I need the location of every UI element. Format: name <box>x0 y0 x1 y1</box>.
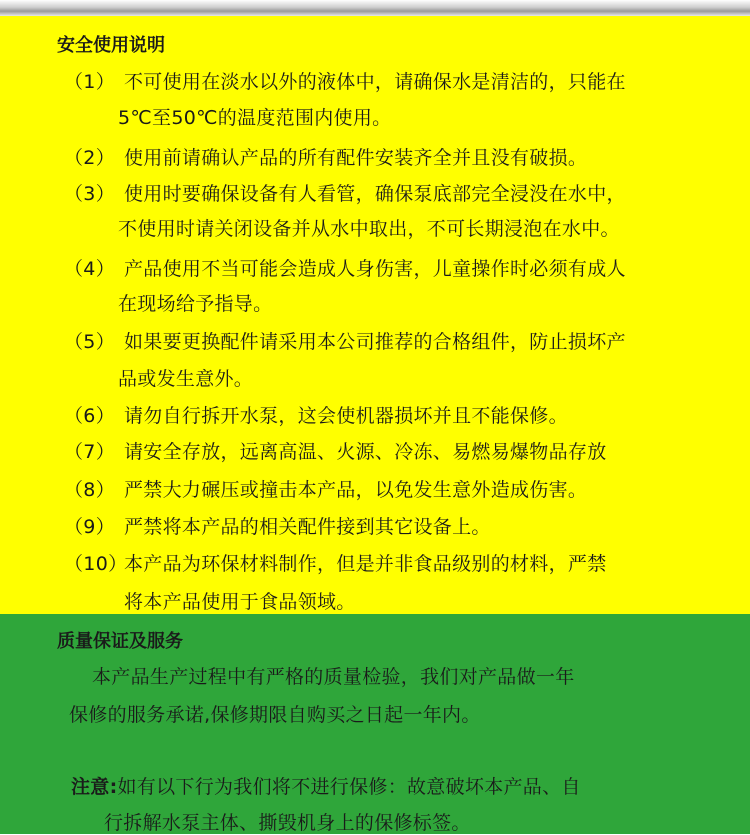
item-text: 严禁大力碾压或撞击本产品，以免发生意外造成伤害。 <box>124 479 588 501</box>
item-number: （5） <box>64 331 115 353</box>
warranty-paragraph-line-1: 本产品生产过程中有严格的质量检验，我们对产品做一年 <box>92 666 575 688</box>
safety-title: 安全使用说明 <box>57 35 165 56</box>
item-text: 请安全存放，远离高温、火源、冷冻、易燃易爆物品存放 <box>124 441 607 463</box>
safety-item-7 <box>64 437 607 464</box>
item-number: （3） <box>64 183 115 205</box>
safety-item-1 <box>64 67 626 94</box>
item-number: （8） <box>64 479 115 501</box>
safety-item-4-cont: 在现场给予指导。 <box>118 293 273 315</box>
safety-item-8 <box>64 475 587 502</box>
safety-item-1-cont: 5℃至50℃的温度范围内使用。 <box>118 107 392 129</box>
item-text: 使用时要确保设备有人看管，确保泵底部完全浸没在水中， <box>124 183 626 205</box>
safety-item-5 <box>64 327 626 354</box>
item-number: （6） <box>64 405 115 427</box>
safety-item-9 <box>64 512 491 539</box>
item-number: （1） <box>64 71 115 93</box>
item-number: （10） <box>64 553 128 575</box>
warranty-note-line-1 <box>71 772 581 799</box>
safety-item-3 <box>64 179 626 206</box>
top-border <box>0 0 750 16</box>
safety-item-6 <box>64 401 568 428</box>
warranty-note-line-2: 行拆解水泵主体、撕毁机身上的保修标签。 <box>104 812 471 834</box>
item-text: 产品使用不当可能会造成人身伤害，儿童操作时必须有成人 <box>124 258 626 280</box>
safety-item-3-cont: 不使用时请关闭设备并从水中取出，不可长期浸泡在水中。 <box>118 218 620 240</box>
safety-item-2 <box>64 143 587 170</box>
safety-item-10-cont: 将本产品使用于食品领域。 <box>124 591 356 613</box>
note-text: 如有以下行为我们将不进行保修：故意破坏本产品、自 <box>117 776 581 798</box>
safety-item-10 <box>64 549 607 576</box>
item-text: 不可使用在淡水以外的液体中，请确保水是清洁的，只能在 <box>124 71 626 93</box>
safety-item-4 <box>64 254 626 281</box>
item-text: 如果要更换配件请采用本公司推荐的合格组件，防止损坏产 <box>124 331 626 353</box>
item-number: （2） <box>64 147 115 169</box>
note-label: 注意: <box>71 776 118 798</box>
safety-item-5-cont: 品或发生意外。 <box>118 368 254 390</box>
item-text: 本产品为环保材料制作，但是并非食品级别的材料，严禁 <box>124 553 607 575</box>
item-text: 严禁将本产品的相关配件接到其它设备上。 <box>124 516 491 538</box>
item-number: （4） <box>64 258 115 280</box>
warranty-title: 质量保证及服务 <box>57 631 183 652</box>
item-number: （7） <box>64 441 115 463</box>
item-text: 请勿自行拆开水泵，这会使机器损坏并且不能保修。 <box>124 405 568 427</box>
warranty-paragraph-line-2: 保修的服务承诺,保修期限自购买之日起一年内。 <box>69 704 481 726</box>
item-text: 使用前请确认产品的所有配件安装齐全并且没有破损。 <box>124 147 588 169</box>
item-number: （9） <box>64 516 115 538</box>
